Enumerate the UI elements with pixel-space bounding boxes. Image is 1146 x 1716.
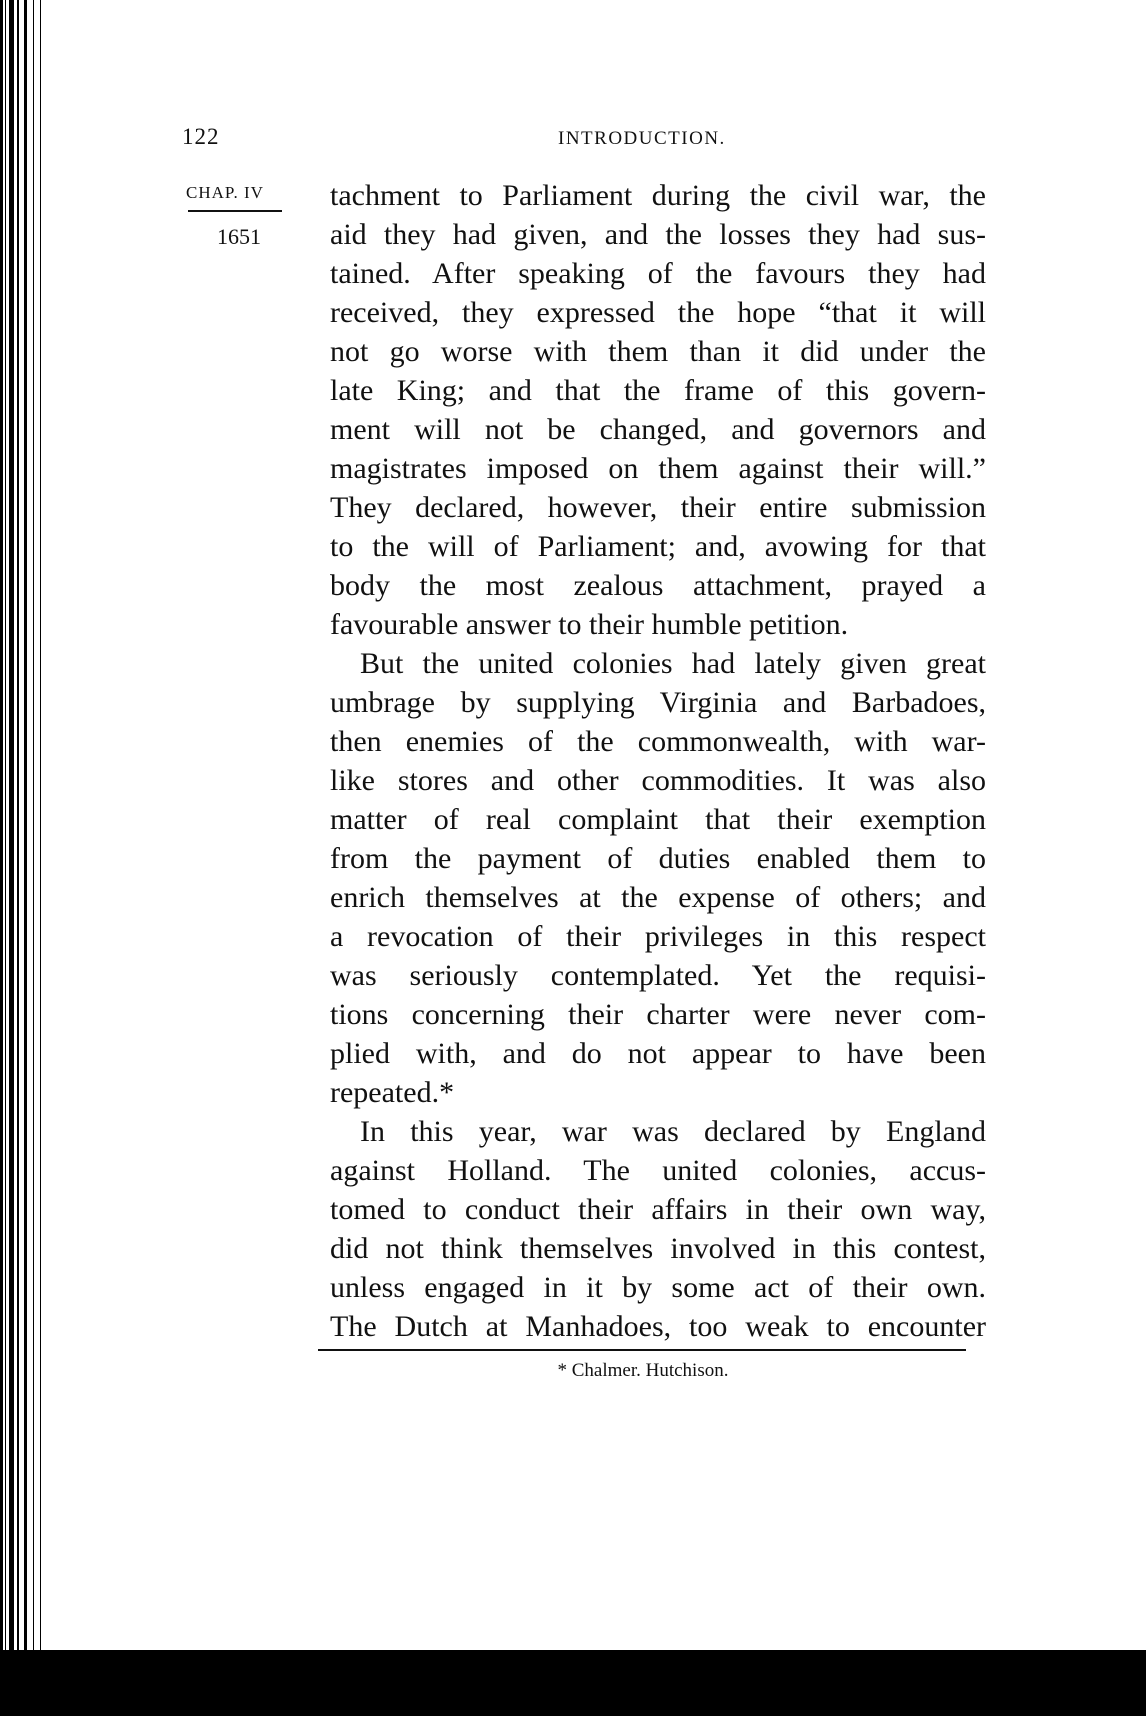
margin-chapter-label: CHAP. IV: [186, 183, 264, 202]
text-line: tomed to conduct their affairs in their own way,: [330, 1193, 986, 1226]
text-line: umbrage by supplying Virginia and Barbadoes,: [330, 686, 986, 719]
text-line: tained. After speaking of the favours they had: [330, 257, 986, 290]
text-line: favourable answer to their humble petition.: [330, 608, 849, 641]
margin-year: 1651: [217, 224, 261, 249]
text-line: against Holland. The united colonies, accus-: [330, 1154, 986, 1187]
margin-rule: [188, 210, 282, 212]
footnote-rule: [318, 1349, 966, 1351]
text-line: late King; and that the frame of this govern-: [330, 374, 986, 407]
text-line: like stores and other commodities. It was also: [330, 764, 986, 797]
scan-bottom-edge: [0, 1650, 1146, 1716]
text-line: was seriously contemplated. Yet the requisi-: [330, 959, 986, 992]
text-line: aid they had given, and the losses they had sus-: [330, 218, 986, 251]
text-line: But the united colonies had lately given great: [360, 647, 986, 680]
text-line: In this year, war was declared by England: [360, 1115, 986, 1148]
text-line: a revocation of their privileges in this respect: [330, 920, 986, 953]
book-spine-edge: [0, 0, 46, 1660]
text-line: magistrates imposed on them against their will.”: [330, 452, 986, 485]
text-line: from the payment of duties enabled them to: [330, 842, 986, 875]
text-line: not go worse with them than it did under the: [330, 335, 986, 368]
text-line: They declared, however, their entire submission: [330, 491, 986, 524]
text-line: body the most zealous attachment, prayed a: [330, 569, 986, 602]
text-line: The Dutch at Manhadoes, too weak to encounter: [330, 1310, 986, 1343]
text-line: tions concerning their charter were never com-: [330, 998, 986, 1031]
text-line: matter of real complaint that their exemption: [330, 803, 986, 836]
running-head: INTRODUCTION.: [558, 128, 726, 149]
text-line: to the will of Parliament; and, avowing for that: [330, 530, 986, 563]
text-line: then enemies of the commonwealth, with war-: [330, 725, 986, 758]
text-line: unless engaged in it by some act of their own.: [330, 1271, 986, 1304]
body-text: [330, 176, 986, 1346]
text-line: plied with, and do not appear to have been: [330, 1037, 986, 1070]
footnote: * Chalmer. Hutchison.: [557, 1360, 729, 1381]
text-line: repeated.*: [330, 1076, 455, 1109]
text-line: ment will not be changed, and governors and: [330, 413, 986, 446]
text-line: did not think themselves involved in this contest,: [330, 1232, 986, 1265]
page-number: 122: [182, 124, 220, 149]
text-line: tachment to Parliament during the civil war, the: [330, 179, 986, 212]
text-line: received, they expressed the hope “that it will: [330, 296, 986, 329]
text-line: enrich themselves at the expense of others; and: [330, 881, 986, 914]
